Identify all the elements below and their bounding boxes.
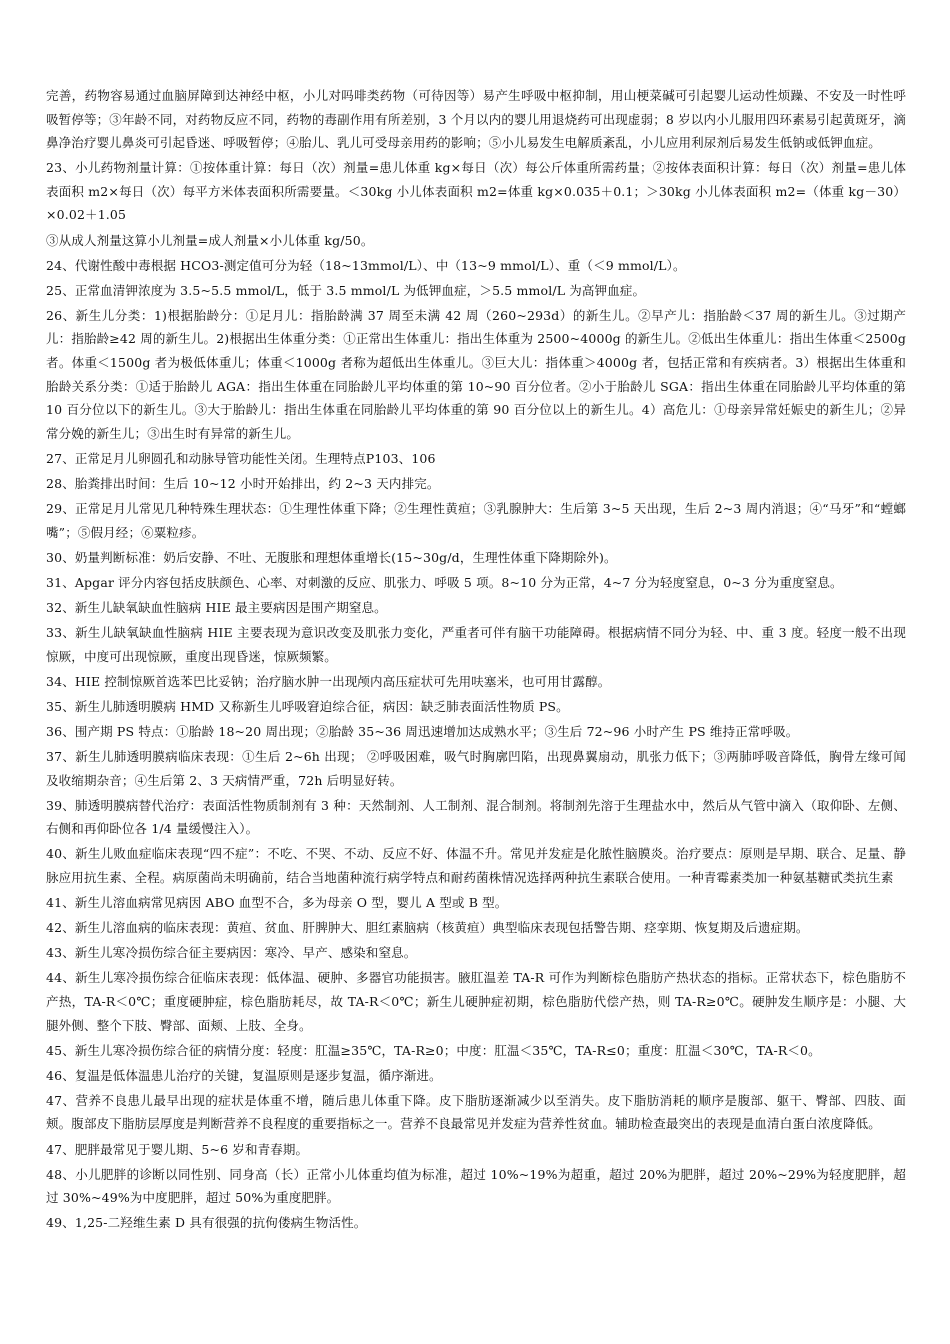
paragraph-25: 25、正常血清钾浓度为 3.5~5.5 mmol/L，低于 3.5 mmol/L 为低钾血症，＞5.5 mmol/L 为高钾血症。 bbox=[46, 282, 646, 298]
paragraph-29: 29、正常足月儿常见几种特殊生理状态：①生理性体重下降；②生理性黄疸；③乳腺肿大：生后第 3~5 天出现，生后 2~3 周内消退；④“马牙”和“螳螂嘴”；⑤假月经；⑥粟粒疹。 bbox=[46, 501, 906, 540]
paragraph-32: 32、新生儿缺氧缺血性脑病 HIE 最主要病因是围产期窒息。 bbox=[46, 599, 387, 615]
paragraph-41: 41、新生儿溶血病常见病因 ABO 血型不合，多为母亲 O 型，婴儿 A 型或 B 型。 bbox=[46, 895, 508, 911]
paragraph-37: 37、新生儿肺透明膜病临床表现：①生后 2~6h 出现； ②呼吸困难，吸气时胸廓凹陷，出现鼻翼扇动，肌张力低下；③两肺呼吸音降低，胸骨左缘可闻及收缩期杂音；④生后第 2、3 天病情严重，72h 后明显好转。 bbox=[46, 749, 906, 788]
paragraph-39: 39、肺透明膜病替代治疗：表面活性物质制剂有 3 种：天然制剂、人工制剂、混合制剂。将制剂先溶于生理盐水中，然后从气管中滴入（取仰卧、左侧、右侧和再仰卧位各 1/4 量缓慢注入）。 bbox=[46, 797, 906, 837]
paragraph-44: 44、新生儿寒冷损伤综合征临床表现：低体温、硬肿、多器官功能损害。腋肛温差 TA-R 可作为判断棕色脂肪产热状态的指标。正常状态下，棕色脂肪不产热，TA-R＜0℃；重度硬肿症，棕色脂肪耗尽，故 TA-R＜0℃；新生儿硬肿症初期，棕色脂肪代偿产热，则 TA-R≥0℃。硬肿发生顺序是：小腿、大腿外侧、整个下肢、臀部、面颊、上肢、全身。 bbox=[46, 970, 906, 1033]
paragraph-48: 48、小儿肥胖的诊断以同性别、同身高（长）正常小儿体重均值为标准，超过 10%~19%为超重，超过 20%为肥胖，超过 20%~29%为轻度肥胖，超过 30%~49%为中度肥胖，超过 50%为重度肥胖。 bbox=[46, 1166, 906, 1206]
paragraph-49: 49、1,25-二羟维生素 D 具有很强的抗佝偻病生物活性。 bbox=[46, 1215, 367, 1231]
paragraph-35: 35、新生儿肺透明膜病 HMD 又称新生儿呼吸窘迫综合征，病因：缺乏肺表面活性物质 PS。 bbox=[46, 698, 569, 714]
paragraph-26: 26、新生儿分类：1)根据胎龄分：①足月儿：指胎龄满 37 周至未满 42 周（260~293d）的新生儿。②早产儿：指胎龄＜37 周的新生儿。③过期产儿：指胎龄≥42 周的新生儿。2)根据出生体重分类：①正常出生体重儿：指出生体重为 2500~4000g 的新生儿。②低出生体重儿：指出生体重＜2500g 者。体重＜1500g 者为极低体重儿；体重＜1000g 者称为超低出生体重儿。③巨大儿：指体重＞4000g 者，包括正常和有疾病者。3）根据出生体重和胎龄关系分类：①适于胎龄儿 AGA：指出生体重在同胎龄儿平均体重的第 10~90 百分位者。②小于胎龄儿 SGA：指出生体重在同胎龄儿平均体重的第 10 百分位以下的新生儿。③大于胎龄儿：指出生体重在同胎龄儿平均体重的第 90 百分位以上的新生儿。4）高危儿：①母亲异常妊娠史的新生儿；②异常分娩的新生儿；③出生时有异常的新生儿。 bbox=[46, 307, 906, 441]
paragraph-33: 33、新生儿缺氧缺血性脑病 HIE 主要表现为意识改变及肌张力变化，严重者可伴有脑干功能障碍。根据病情不同分为轻、中、重 3 度。轻度一般不出现惊厥，中度可出现惊厥，重度出现昏迷，惊厥频繁。 bbox=[46, 625, 906, 664]
paragraph-23: 23、小儿药物剂量计算：①按体重计算：每日（次）剂量=患儿体重 kg×每日（次）每公斤体重所需药量；②按体表面积计算：每日（次）剂量=患儿体表面积 m2×每日（次）每平方米体表面积所需要量。＜30kg 小儿体表面积 m2=体重 kg×0.035＋0.1；＞30kg 小儿体表面积 m2=（体重 kg－30）×0.02＋1.05 bbox=[46, 160, 906, 223]
paragraph-30: 30、奶量判断标准：奶后安静、不吐、无腹胀和理想体重增长(15~30g/d，生理性体重下降期除外)。 bbox=[46, 549, 617, 565]
paragraph-31: 31、Apgar 评分内容包括皮肤颜色、心率、对刺激的反应、肌张力、呼吸 5 项。8~10 分为正常，4~7 分为轻度窒息，0~3 分为重度窒息。 bbox=[46, 574, 843, 590]
paragraph-40: 40、新生儿败血症临床表现“四不症”：不吃、不哭、不动、反应不好、体温不升。常见并发症是化脓性脑膜炎。治疗要点：原则是早期、联合、足量、静脉应用抗生素、全程。病原菌尚未明确前，结合当地菌种流行病学特点和耐药菌株情况选择两种抗生素联合使用。一种青霉素类加一种氨基糖甙类抗生素 bbox=[46, 846, 906, 885]
paragraph-23-3: ③从成人剂量这算小儿剂量=成人剂量×小儿体重 kg/50。 bbox=[46, 232, 374, 248]
paragraph-continuation: 完善，药物容易通过血脑屏障到达神经中枢，小儿对吗啡类药物（可待因等）易产生呼吸中枢抑制，用山梗菜碱可引起婴儿运动性烦躁、不安及一时性呼吸暂停等；③年龄不同，对药物反应不同，药物的毒副作用有所差别，3 个月以内的婴儿用退烧药可出现虚弱；8 岁以内小儿服用四环素易引起黄斑牙，滴鼻净治疗婴儿鼻炎可引起昏迷、呼吸暂停；④胎儿、乳儿可受母亲用药的影响；⑤小儿易发生电解质紊乱，小儿应用利尿剂后易发生低钠或低钾血症。 bbox=[46, 88, 906, 151]
paragraph-24: 24、代谢性酸中毒根据 HCO3-测定值可分为轻（18~13mmol/L）、中（13~9 mmol/L）、重（＜9 mmol/L）。 bbox=[46, 257, 686, 273]
paragraph-46: 46、复温是低体温患儿治疗的关键，复温原则是逐步复温，循序渐进。 bbox=[46, 1067, 442, 1083]
paragraph-47a: 47、营养不良患儿最早出现的症状是体重不增，随后患儿体重下降。皮下脂肪逐渐减少以至消失。皮下脂肪消耗的顺序是腹部、躯干、臀部、四肢、面颊。腹部皮下脂肪层厚度是判断营养不良程度的重要指标之一。营养不良最常见并发症为营养性贫血。辅助检查最突出的表现是血清白蛋白浓度降低。 bbox=[46, 1092, 906, 1132]
paragraph-36: 36、围产期 PS 特点：①胎龄 18~20 周出现；②胎龄 35~36 周迅速增加达成熟水平；③生后 72~96 小时产生 PS 维持正常呼吸。 bbox=[46, 723, 799, 739]
paragraph-28: 28、胎粪排出时间：生后 10~12 小时开始排出，约 2~3 天内排完。 bbox=[46, 476, 440, 491]
paragraph-47b: 47、肥胖最常见于婴儿期、5~6 岁和青春期。 bbox=[46, 1141, 309, 1157]
paragraph-27: 27、正常足月儿卵圆孔和动脉导管功能性关闭。生理特点P103、106 bbox=[46, 450, 436, 466]
paragraph-43: 43、新生儿寒冷损伤综合征主要病因：寒冷、早产、感染和窒息。 bbox=[46, 945, 417, 961]
paragraph-45: 45、新生儿寒冷损伤综合征的病情分度：轻度：肛温≥35℃，TA-R≥0；中度：肛温＜35℃，TA-R≤0；重度：肛温＜30℃，TA-R＜0。 bbox=[46, 1042, 821, 1058]
paragraph-42: 42、新生儿溶血病的临床表现：黄疸、贫血、肝脾肿大、胆红素脑病（核黄疸）典型临床表现包括警告期、痉挛期、恢复期及后遗症期。 bbox=[46, 920, 809, 936]
paragraph-34: 34、HIE 控制惊厥首选苯巴比妥钠；治疗脑水肿一出现颅内高压症状可先用呋塞米，也可用甘露醇。 bbox=[46, 673, 611, 689]
